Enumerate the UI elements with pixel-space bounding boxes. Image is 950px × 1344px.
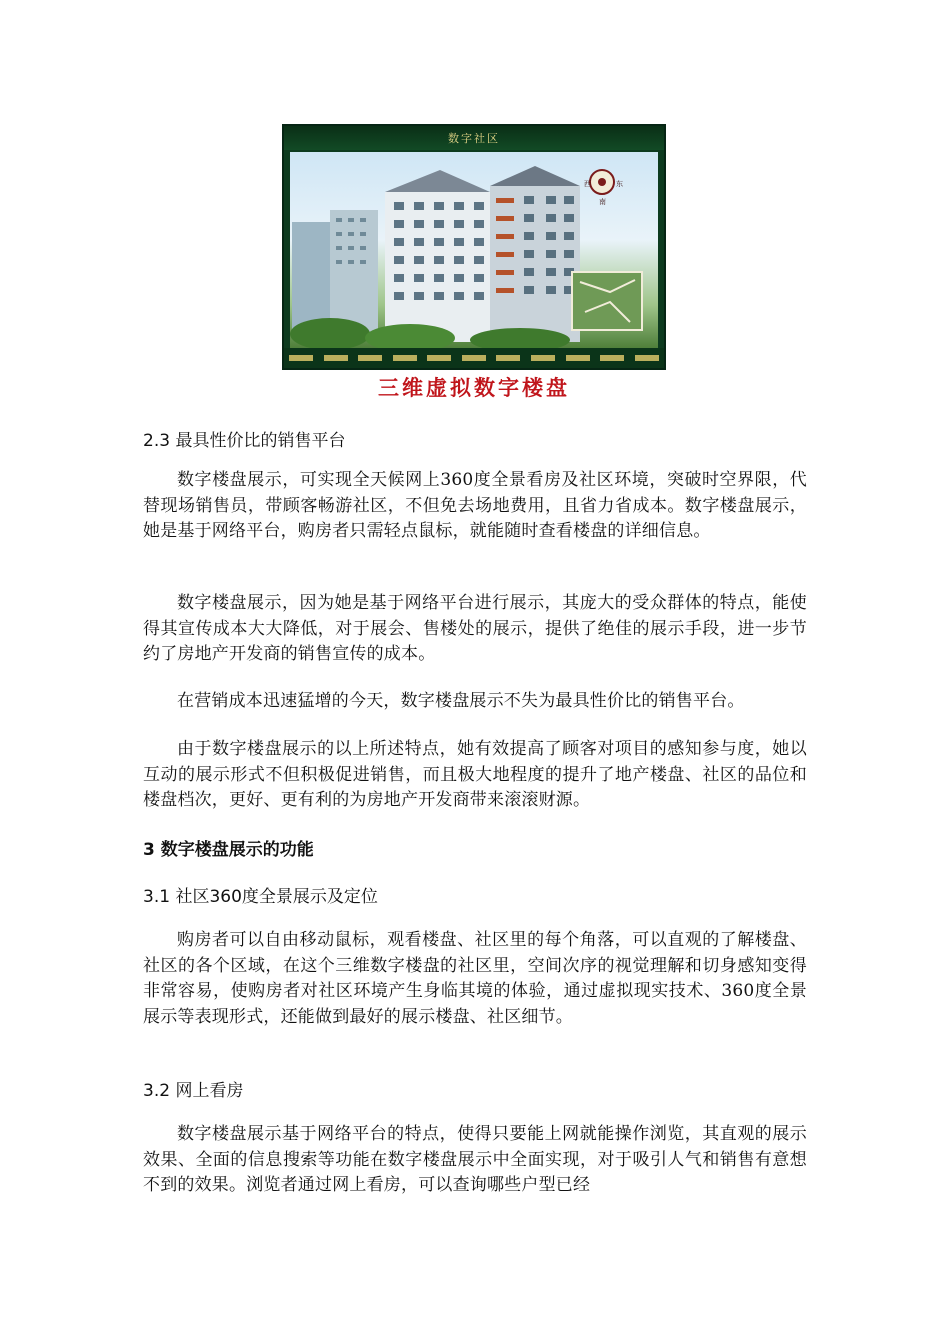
- building-rendering: [290, 152, 658, 348]
- figure-caption: 三维虚拟数字楼盘: [378, 376, 570, 400]
- section-heading-3: 3 数字楼盘展示的功能: [143, 840, 314, 860]
- paragraph-4: 由于数字楼盘展示的以上所述特点，她有效提高了顾客对项目的感知参与度，她以互动的展示形式不但积极促进销售，而且极大地程度的提升了地产楼盘、社区的品位和楼盘档次，更好、更有利的为房地产开发商带来滚滚财源。: [143, 739, 807, 810]
- compass-label: 东: [616, 180, 623, 188]
- compass-label: 西: [584, 180, 591, 188]
- digital-community-image: [282, 124, 666, 370]
- image-banner-title: 数字社区: [448, 132, 500, 145]
- section-heading-2-3: 2.3 最具性价比的销售平台: [143, 431, 346, 451]
- paragraph-6: 数字楼盘展示基于网络平台的特点，使得只要能上网就能操作浏览，其直观的展示效果、全面的信息搜索等功能在数字楼盘展示中全面实现，对于吸引人气和销售有意想不到的效果。浏览者通过网上看房，可以查询哪些户型已经: [143, 1124, 807, 1195]
- section-heading-3-2: 3.2 网上看房: [143, 1081, 244, 1101]
- paragraph-3: 在营销成本迅速猛增的今天，数字楼盘展示不失为最具性价比的销售平台。: [177, 691, 745, 711]
- paragraph-1: 数字楼盘展示，可实现全天候网上360度全景看房及社区环境，突破时空界限，代替现场销售员，带顾客畅游社区，不但免去场地费用，且省力省成本。数字楼盘展示，她是基于网络平台，购房者只需轻点鼠标，就能随时查看楼盘的详细信息。: [143, 470, 807, 541]
- image-banner: [284, 126, 664, 150]
- section-heading-3-1: 3.1 社区360度全景展示及定位: [143, 887, 378, 907]
- compass-label: 南: [599, 198, 606, 206]
- building-illustration: [290, 152, 658, 348]
- paragraph-5: 购房者可以自由移动鼠标，观看楼盘、社区里的每个角落，可以直观的了解楼盘、社区的各个区域，在这个三维数字楼盘的社区里，空间次序的视觉理解和切身感知变得非常容易，使购房者对社区环境产生身临其境的体验，通过虚拟现实技术、360度全景展示等表现形式，还能做到最好的展示楼盘、社区细节。: [143, 930, 807, 1027]
- image-nav-bar: [284, 348, 664, 368]
- paragraph-2: 数字楼盘展示，因为她是基于网络平台进行展示，其庞大的受众群体的特点，能使得其宣传成本大大降低，对于展会、售楼处的展示，提供了绝佳的展示手段，进一步节约了房地产开发商的销售宣传的成本。: [143, 593, 807, 664]
